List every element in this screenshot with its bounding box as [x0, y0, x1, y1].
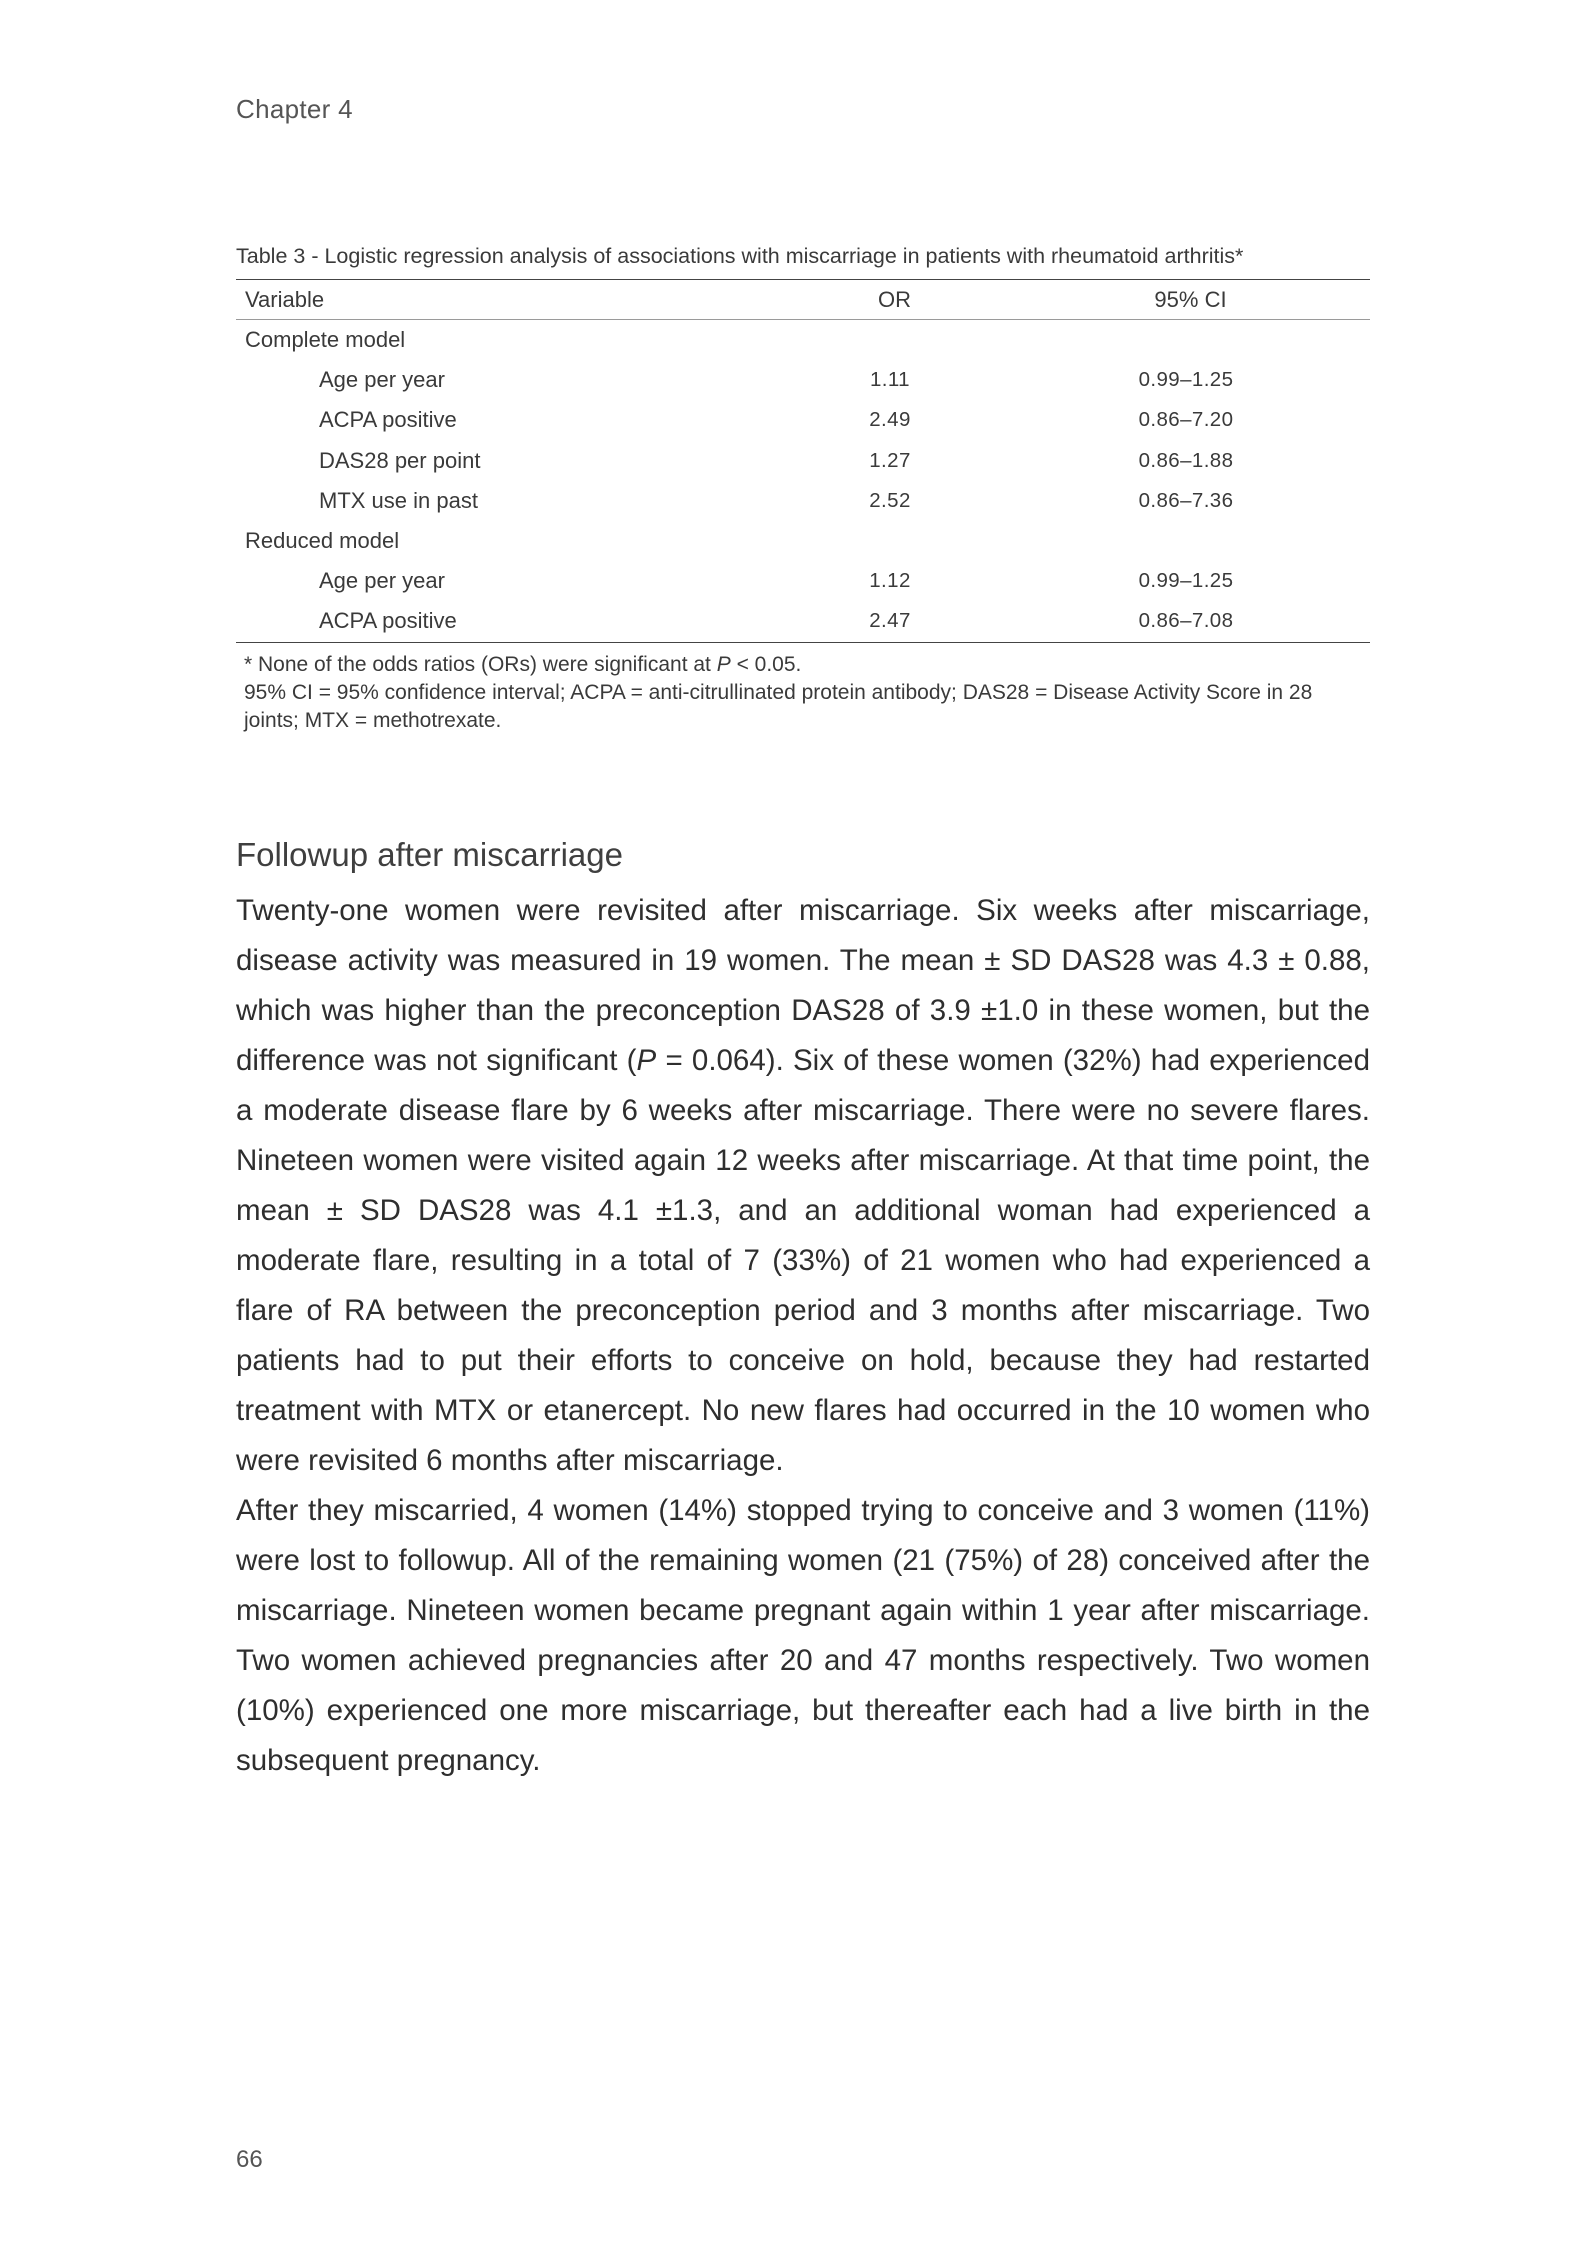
paragraph-1-p-symbol: P — [636, 1044, 657, 1077]
running-head: Chapter 4 — [236, 94, 353, 124]
paragraph-1 — [236, 886, 1370, 1486]
table-row — [236, 441, 1370, 481]
row-variable: DAS28 per point — [319, 447, 481, 473]
row-variable: ACPA positive — [319, 407, 457, 433]
footnote-1-p-symbol: P — [716, 652, 731, 676]
table-row — [236, 481, 1370, 521]
table-caption-text: - Logistic regression analysis of associations with miscarriage in patients with rheumatoid arthritis* — [305, 244, 1244, 268]
row-variable: ACPA positive — [236, 601, 778, 642]
header-variable: Variable — [236, 280, 778, 320]
row-variable: Age per year — [319, 568, 445, 594]
row-variable: MTX use in past — [319, 487, 478, 513]
table-row — [236, 561, 1370, 601]
row-ci: 0.99–1.25 — [1138, 569, 1234, 593]
row-or: 2.47 — [778, 601, 1002, 642]
row-ci: 0.86–7.36 — [1138, 488, 1234, 512]
row-ci: 0.86–7.20 — [1138, 408, 1234, 432]
row-or: 1.11 — [870, 368, 910, 392]
footnote-1-text: * None of the odds ratios (ORs) were significant at — [244, 652, 717, 676]
footnote-abbreviations: 95% CI = 95% confidence interval; ACPA = anti-citrullinated protein antibody; DAS28 = Disease Activity Score in 28 joints; MTX = methotrexate. — [244, 680, 1313, 732]
row-or: 1.12 — [869, 569, 911, 593]
table-caption-label: Table 3 — [236, 244, 306, 268]
table-caption — [236, 244, 1370, 269]
section-heading: Followup after miscarriage — [236, 836, 623, 873]
row-ci: 0.99–1.25 — [1138, 368, 1234, 392]
paragraph-1-part-a: Twenty-one women were revisited after miscarriage. Six weeks after miscarriage, disease activity was measured in 19 women. The mean ± SD DAS28 was 4.3 ± 0.88, which was higher than the preconception DAS28 of 3.9 ±1.0 in these women, but the difference was not significant ( — [236, 894, 1370, 1077]
footnote-significance — [244, 651, 1370, 679]
row-or: 2.49 — [869, 408, 911, 432]
paragraph-1-part-b: = 0.064). Six of these women (32%) had experienced a moderate disease flare by 6 weeks after miscarriage. There were no severe flares. Nineteen women were visited again 12 weeks after miscarriage. At that time point, the mean ± SD DAS28 was 4.1 ±1.3, and an additional woman had experienced a moderate flare, resulting in a total of 7 (33%) of 21 women who had experienced a flare of RA between the preconception period and 3 months after miscarriage. Two patients had to put their efforts to conceive on hold, because they had restarted treatment with MTX or etanercept. No new flares had occurred in the 10 women who were revisited 6 months after miscarriage. — [236, 1044, 1370, 1477]
table-group-row — [236, 320, 1370, 361]
group-label-reduced-model: Reduced model — [245, 528, 400, 554]
table-header-row — [236, 280, 1370, 320]
row-or: 1.27 — [869, 448, 911, 472]
section-body — [236, 886, 1370, 1786]
row-ci: 0.86–7.08 — [1002, 601, 1370, 642]
regression-table — [236, 279, 1370, 643]
table-group-row — [236, 521, 1370, 561]
row-or: 2.52 — [869, 488, 911, 512]
row-variable: Age per year — [319, 367, 445, 393]
table-row — [236, 601, 1370, 642]
table-footnotes — [236, 651, 1370, 735]
row-ci: 0.86–1.88 — [1138, 448, 1234, 472]
footnote-1-threshold: < 0.05. — [730, 652, 802, 676]
paragraph-2: After they miscarried, 4 women (14%) stopped trying to conceive and 3 women (11%) were lost to followup. All of the remaining women (21 (75%) of 28) conceived after the miscarriage. Nineteen women became pregnant again within 1 year after miscarriage. Two women achieved pregnancies after 20 and 47 months respectively. Two women (10%) experienced one more miscarriage, but thereafter each had a live birth in the subsequent pregnancy. — [236, 1494, 1370, 1777]
header-ci: 95% CI — [1002, 280, 1370, 320]
table-block — [236, 244, 1370, 735]
table-row — [236, 360, 1370, 400]
page-number: 66 — [236, 2146, 263, 2173]
table-row — [236, 400, 1370, 440]
group-label-complete-model: Complete model — [245, 327, 406, 353]
header-or: OR — [778, 280, 1002, 320]
